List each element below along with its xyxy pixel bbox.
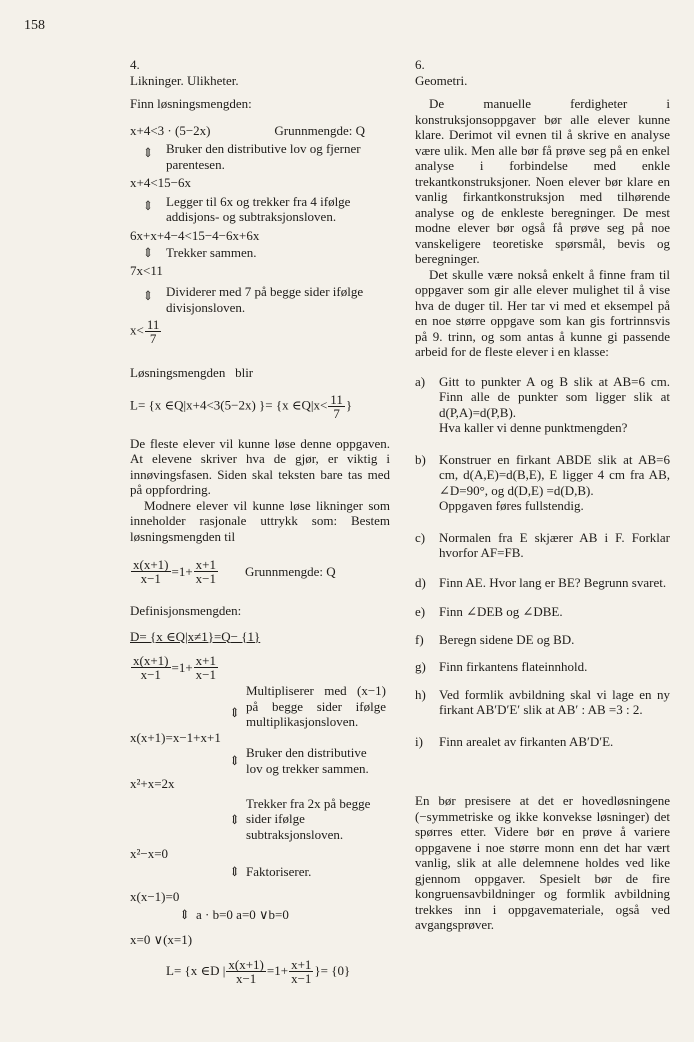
question-text-block bbox=[439, 374, 670, 436]
fraction bbox=[194, 654, 218, 681]
step bbox=[130, 745, 390, 776]
equivalence-arrow-icon: ⇕ bbox=[142, 288, 154, 303]
step bbox=[130, 907, 390, 923]
equation-mid: =1+ bbox=[171, 563, 193, 579]
question-text: Finn AE. Hvor lang er BE? Begrunn svaret. bbox=[439, 574, 667, 590]
question-item bbox=[415, 374, 670, 436]
question-followup: Oppgaven føres fullstendig. bbox=[439, 498, 584, 513]
question-label: d) bbox=[415, 574, 426, 590]
domain-set: D= {x ∈Q|x≠1}=Q− {1} bbox=[130, 628, 261, 644]
equation bbox=[130, 318, 390, 345]
question-text: Gitt to punkter A og B slik at AB=6 cm. Finn alle de punkter som ligger slik at d(P,A)=d(P,B). bbox=[439, 373, 670, 420]
solution-label bbox=[130, 365, 390, 381]
paragraph: En bør presisere at det er hovedløsningene (−symmetriske og ikke konvekse løsninger) det spørres etter. Videre bør en prøve å variere oppgavene i noe større monn enn det har vært vanlig, slik at alle delemnene holdes ved like gjennom oppgaver. Spesielt bør de fire kongruensavbildninger og formlik avbildning trekkes inn i oppgavemateriale, også ved avgangsprøver. bbox=[415, 793, 670, 932]
step bbox=[130, 864, 390, 880]
section-title: Likninger. Ulikheter. bbox=[130, 72, 239, 88]
equivalence-arrow-icon: ⇕ bbox=[142, 145, 154, 160]
equation-mid: =1+ bbox=[266, 963, 289, 979]
equivalence-arrow-icon: ⇕ bbox=[229, 753, 240, 768]
equation-prefix: x< bbox=[130, 322, 144, 338]
question-item bbox=[415, 734, 670, 750]
step-text: a · b=0 a=0 ∨b=0 bbox=[196, 906, 289, 922]
section-title: Geometri. bbox=[415, 72, 468, 88]
question-text-block bbox=[439, 604, 670, 620]
equivalence-arrow-icon: ⇕ bbox=[229, 705, 240, 720]
equation: x²+x=2x bbox=[130, 776, 175, 791]
question-label: g) bbox=[415, 659, 426, 674]
final-solution-set bbox=[166, 958, 390, 985]
numerator: x(x+1) bbox=[133, 557, 169, 572]
step-text: Multipliserer med (x−1) på begge sider ifølge multiplikasjonsloven. bbox=[246, 683, 386, 729]
fraction bbox=[131, 558, 171, 585]
step-text: Faktoriserer. bbox=[246, 863, 312, 879]
step bbox=[130, 796, 390, 843]
question-text-block bbox=[439, 659, 670, 675]
equation: x²−x=0 bbox=[130, 846, 169, 861]
step-text: Trekker sammen. bbox=[166, 245, 257, 260]
numerator: x+1 bbox=[291, 956, 312, 972]
equation-mid: =1+ bbox=[171, 659, 193, 675]
paragraph: Det skulle være nokså enkelt å finne fram til oppgaver som gir alle elever mulighet til å vise hva de duger til. Her tar vi med et eksempel på en noe større oppgave som kan gis fortrinnsvis på 9. trinn, og som antas å kunne gi passende arbeid for de fleste elever i en klasse: bbox=[415, 266, 670, 359]
question-label: e) bbox=[415, 604, 426, 619]
set-close: } bbox=[345, 396, 353, 412]
solution-word: Løsningsmengden bbox=[130, 365, 226, 380]
question-item bbox=[415, 604, 670, 620]
denominator: x−1 bbox=[140, 571, 161, 586]
question-item bbox=[415, 659, 670, 675]
domain-label: Grunnmengde: Q bbox=[245, 563, 336, 579]
equation: x=0 ∨(x=1) bbox=[130, 932, 193, 947]
step-text: Trekker fra 2x på begge sider ifølge subtraksjonsloven. bbox=[246, 795, 371, 842]
step bbox=[130, 194, 390, 225]
equation: x+4<15−6x bbox=[130, 175, 191, 190]
equation: x(x+1)=x−1+x+1 bbox=[130, 729, 221, 745]
fraction bbox=[194, 558, 218, 585]
step bbox=[130, 284, 390, 315]
step bbox=[130, 141, 390, 172]
question-text-block bbox=[439, 575, 670, 591]
task-prompt: Finn løsningsmengden: bbox=[130, 96, 252, 111]
question-text: Finn firkantens flateinnhold. bbox=[439, 659, 588, 674]
paragraph: Modnere elever vil kunne løse likninger som inneholder rasjonale uttrykk som: Bestem løsningsmengden til bbox=[130, 497, 390, 544]
step bbox=[130, 683, 390, 730]
domain-label: Grunnmengde: Q bbox=[274, 122, 365, 138]
denominator: x−1 bbox=[291, 970, 312, 986]
question-label: c) bbox=[415, 529, 426, 545]
denominator: 7 bbox=[333, 405, 340, 421]
step-text: Legger til 6x og trekker fra 4 ifølge addisjons- og subtraksjonsloven. bbox=[166, 193, 351, 224]
question-text-block bbox=[439, 734, 670, 750]
numerator: x+1 bbox=[195, 653, 217, 668]
equivalence-arrow-icon: ⇕ bbox=[179, 906, 190, 922]
question-text: Finn arealet av firkanten AB′D′E. bbox=[439, 733, 614, 749]
question-text: Beregn sidene DE og BD. bbox=[439, 631, 575, 647]
left-column bbox=[130, 57, 390, 985]
equation-row bbox=[130, 123, 365, 139]
numerator: 11 bbox=[330, 391, 343, 407]
question-followup: Hva kaller vi denne punktmengden? bbox=[439, 420, 628, 435]
question-text-block bbox=[439, 632, 670, 648]
fraction bbox=[328, 393, 345, 420]
equation: x+4<3 · (5−2x) bbox=[130, 122, 211, 138]
question-text: Konstruer en firkant ABDE slik at AB=6 cm, d(A,E)=d(B,E), E ligger 4 cm fra AB, ∠D=90°, og d(D,E) =d(D,B). bbox=[439, 451, 670, 498]
fraction bbox=[145, 318, 162, 345]
question-label: b) bbox=[415, 451, 426, 467]
equivalence-arrow-icon: ⇕ bbox=[229, 811, 240, 827]
question-text-block bbox=[439, 687, 670, 718]
fraction bbox=[226, 958, 266, 985]
section-number: 4. bbox=[130, 57, 140, 72]
question-text: Ved formlik avbildning skal vi lage en ny firkant AB′D′E′ slik at AB′ : AB =3 : 2. bbox=[439, 686, 670, 717]
question-text-block bbox=[439, 452, 670, 514]
question-item bbox=[415, 575, 670, 591]
section-number: 6. bbox=[415, 57, 425, 72]
step-text: Dividerer med 7 på begge sider ifølge divisjonsloven. bbox=[166, 284, 364, 315]
denominator: x−1 bbox=[195, 667, 217, 682]
step-text: Bruker den distributive lov og trekker sammen. bbox=[246, 745, 369, 776]
set-text: L= {x ∈D | bbox=[166, 963, 226, 979]
step bbox=[130, 245, 390, 261]
question-item bbox=[415, 530, 670, 561]
paragraph: De manuelle ferdigheter i konstruksjonsoppgaver bør alle elever kunne klare. Derimot vil evnen til å skrive en analyse være ulik. Men alle bør få prøve seg på en enkel analyse i forbindelse med enkle trekantkonstruksjoner. Noen elever bør klare en vanlig firkantkonstruksjon med tilhørende analyse og de enkleste beregninger. De mest modne elever bør også få prøve seg på noe vanskeligere teoretiske spørsmål, bevis og beregninger. bbox=[415, 96, 670, 266]
rational-equation bbox=[130, 654, 390, 681]
question-list bbox=[415, 374, 670, 750]
equation: 6x+x+4−4<15−4−6x+6x bbox=[130, 227, 260, 243]
question-label: i) bbox=[415, 733, 423, 749]
equivalence-arrow-icon: ⇕ bbox=[142, 245, 154, 260]
fraction bbox=[289, 958, 313, 985]
denominator: 7 bbox=[149, 331, 157, 346]
numerator: 11 bbox=[146, 317, 160, 332]
denominator: x−1 bbox=[140, 667, 161, 682]
equivalence-arrow-icon: ⇕ bbox=[229, 863, 240, 879]
solution-set bbox=[130, 393, 390, 420]
question-text: Finn ∠DEB og ∠DBE. bbox=[439, 604, 563, 619]
step-text: Bruker den distributive lov og fjerner parentesen. bbox=[166, 141, 361, 172]
denominator: x−1 bbox=[235, 970, 257, 986]
question-label: a) bbox=[415, 373, 426, 389]
fraction bbox=[131, 654, 171, 681]
numerator: x+1 bbox=[195, 557, 217, 572]
rational-equation bbox=[130, 558, 390, 585]
domain-heading: Definisjonsmengden: bbox=[130, 603, 242, 618]
set-close: }= {0} bbox=[314, 963, 351, 979]
numerator: x(x+1) bbox=[133, 653, 169, 668]
question-text: Normalen fra E skjærer AB i F. Forklar hvorfor AF=FB. bbox=[439, 529, 670, 560]
right-column bbox=[415, 57, 670, 933]
question-item bbox=[415, 687, 670, 718]
question-item bbox=[415, 452, 670, 514]
set-text: L= {x ∈Q|x+4<3(5−2x) }= {x ∈Q|x< bbox=[130, 396, 328, 412]
denominator: x−1 bbox=[195, 571, 217, 586]
page-number: 158 bbox=[24, 18, 45, 33]
equivalence-arrow-icon: ⇕ bbox=[142, 197, 154, 213]
paragraph: De fleste elever vil kunne løse denne oppgaven. At elevene skriver hva de gjør, er viktig i innøvingsfasen. Siden skal teksten bare tas med på oppfordring. bbox=[130, 435, 390, 497]
question-text-block bbox=[439, 530, 670, 561]
equation: x(x−1)=0 bbox=[130, 889, 180, 904]
solution-verb: blir bbox=[235, 365, 254, 380]
equation: 7x<11 bbox=[130, 262, 163, 278]
question-label: f) bbox=[415, 631, 424, 647]
question-label: h) bbox=[415, 686, 426, 702]
question-item bbox=[415, 632, 670, 648]
numerator: x(x+1) bbox=[228, 956, 264, 972]
